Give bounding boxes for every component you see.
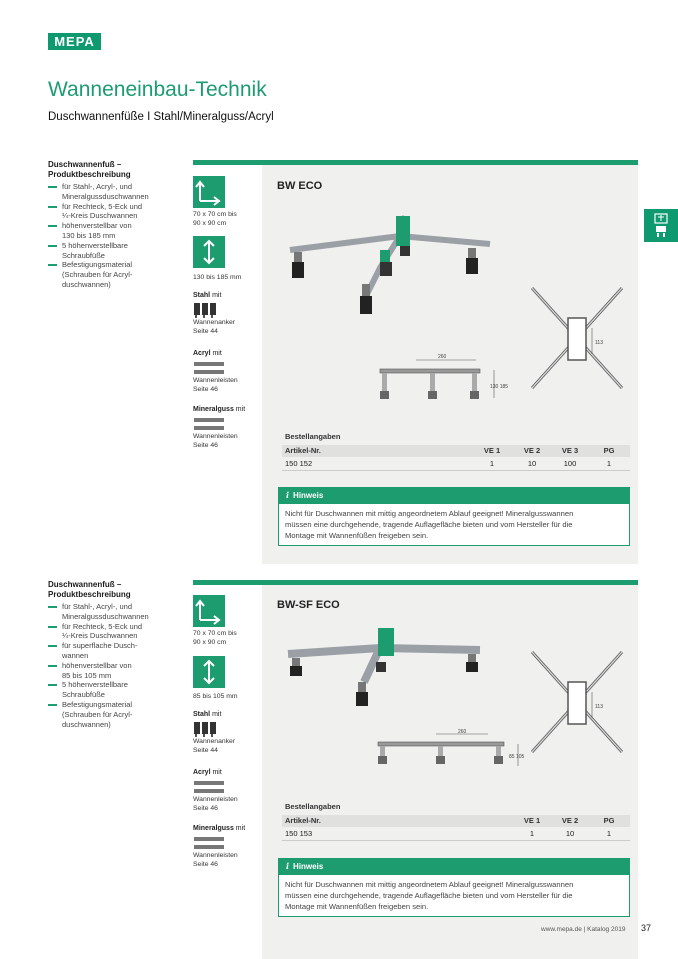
dim-span: 260 [438,354,447,360]
footer-text: www.mepa.de | Katalog 2019 [541,926,626,933]
panel-accent-bar [193,580,638,585]
col-pg: PG [603,816,615,825]
material-steel: Stahl mit Wannenanker Seite 44 [193,292,236,335]
dim-height: 130 185 [490,384,509,390]
size-range-line2: 90 x 90 cm [193,219,227,227]
info-icon: i [286,861,290,871]
material-name: Acryl [193,350,211,357]
top-view-drawing [522,640,632,765]
size-range-line1: 70 x 70 cm bis [193,211,237,218]
feature-list [48,182,188,290]
side-tab-bathtub-icon [644,209,678,242]
size-arrows-icon [193,595,225,627]
height-range: 85 bis 105 mm [193,693,238,700]
col-ve3: VE 3 [561,446,579,455]
product-name: BW-SF ECO [277,599,340,611]
hint-title: Hinweis [293,491,324,500]
panel-accent-bar [193,160,638,165]
page-subtitle: Duschwannenfüße I Stahl/Mineralguss/Acryl [48,111,274,123]
order-heading: Bestellangaben [285,802,341,811]
material-name: Mineralguss [193,406,234,413]
col-article: Artikel-Nr. [285,816,321,825]
cell-ve2: 10 [527,459,537,468]
strip-icon [193,359,227,377]
col-pg: PG [603,446,615,455]
hint-box-1 [278,487,630,546]
cell-pg: 1 [606,459,612,468]
info-icon: i [286,490,290,500]
side-view-drawing [376,350,526,406]
cell-pg: 1 [606,829,612,838]
feature-item: höhenverstellbar von 85 bis 105 mm [48,661,188,681]
col-ve2: VE 2 [561,816,579,825]
height-range: 130 bis 185 mm [193,274,242,281]
hint-box-2 [278,858,630,917]
feature-item: für Stahl-, Acryl-, und Mineralgussduschwannen [48,602,188,622]
feature-item: für Stahl-, Acryl-, und Mineralgussduschwannen [48,182,188,202]
cell-ve2: 10 [565,829,575,838]
feature-list [48,602,188,729]
col-ve2: VE 2 [523,446,541,455]
product-name: BW ECO [277,180,323,192]
cell-article: 150 153 [285,829,313,838]
material-mineral: Mineralguss mit Wannenleisten Seite 46 [193,825,246,868]
desc-title: Duschwannenfuß – [48,580,122,589]
feature-item: 5 höhenverstellbare Schraubfüße [48,680,188,700]
order-table-1 [282,432,630,472]
material-mineral: Mineralguss mit Wannenleisten Seite 46 [193,406,246,449]
order-header-row [282,815,630,827]
feature-item: höhenverstellbar von 130 bis 185 mm [48,221,188,241]
size-range-line1: 70 x 70 cm bis [193,630,237,637]
product-description-2 [48,580,188,729]
cell-article: 150 152 [285,459,313,468]
col-ve1: VE 1 [523,816,541,825]
product-description-1 [48,160,188,290]
feature-item: für Rechteck, 5-Eck und ¼-Kreis Duschwannen [48,622,188,642]
cell-ve1: 1 [489,459,495,468]
order-table-2 [282,802,630,842]
anchor-clips-icon [193,301,217,319]
material-name: Mineralguss [193,825,234,832]
material-name: Stahl [193,711,211,718]
strip-icon [193,834,227,852]
hint-text: Nicht für Duschwannen mit mittig angeordnetem Ablauf geeignet! Mineralgusswannen müssen eine durchgehende, tragende Auflagefläche bieten und vom Hersteller für die Montage mit Wannenfüßen freigeben sein. [278,503,630,546]
order-heading: Bestellangaben [285,432,341,441]
dim-cross: 113 [595,340,603,346]
strip-icon [193,415,227,433]
page-number: 37 [641,923,652,933]
anchor-clips-icon [193,720,217,738]
feature-item: 5 höhenverstellbare Schraubfüße [48,241,188,261]
desc-subtitle: Produktbeschreibung [48,170,131,179]
feature-item: Befestigungsmaterial (Schrauben für Acryl- duschwannen) [48,700,188,729]
size-range-line2: 90 x 90 cm [193,638,227,646]
product-image-bw-sf-eco [280,622,500,718]
cell-ve1: 1 [529,829,535,838]
col-ve1: VE 1 [483,446,501,455]
col-article: Artikel-Nr. [285,446,321,455]
height-arrow-icon [193,236,225,268]
top-view-drawing [522,276,632,401]
material-steel: Stahl mit Wannenanker Seite 44 [193,711,236,754]
dim-height: 85 105 [509,754,525,760]
product-image-bw-eco [280,208,510,320]
dim-cross: 113 [595,704,603,710]
feature-item: für superflache Dusch- wannen [48,641,188,661]
order-data-row [282,458,630,471]
feature-item: für Rechteck, 5-Eck und ¼-Kreis Duschwannen [48,202,188,222]
height-arrow-icon [193,656,225,688]
cell-ve3: 100 [563,459,577,468]
order-data-row [282,828,630,841]
desc-subtitle: Produktbeschreibung [48,590,131,599]
hint-text: Nicht für Duschwannen mit mittig angeordnetem Ablauf geeignet! Mineralgusswannen müssen eine durchgehende, tragende Auflagefläche bieten und vom Hersteller für die Montage mit Wannenfüßen freigeben sein. [278,874,630,917]
size-arrows-icon [193,176,225,208]
strip-icon [193,778,227,796]
material-name: Stahl [193,292,211,299]
material-acryl: Acryl mit Wannenleisten Seite 46 [193,350,238,393]
side-view-drawing [376,726,526,774]
mepa-logo: MEPA [48,33,101,50]
dim-span: 260 [458,729,467,735]
order-header-row [282,445,630,457]
hint-title: Hinweis [293,862,324,871]
material-name: Acryl [193,769,211,776]
feature-item: Befestigungsmaterial (Schrauben für Acryl- duschwannen) [48,260,188,289]
page-title: Wanneneinbau-Technik [48,78,267,101]
material-acryl: Acryl mit Wannenleisten Seite 46 [193,769,238,812]
desc-title: Duschwannenfuß – [48,160,122,169]
